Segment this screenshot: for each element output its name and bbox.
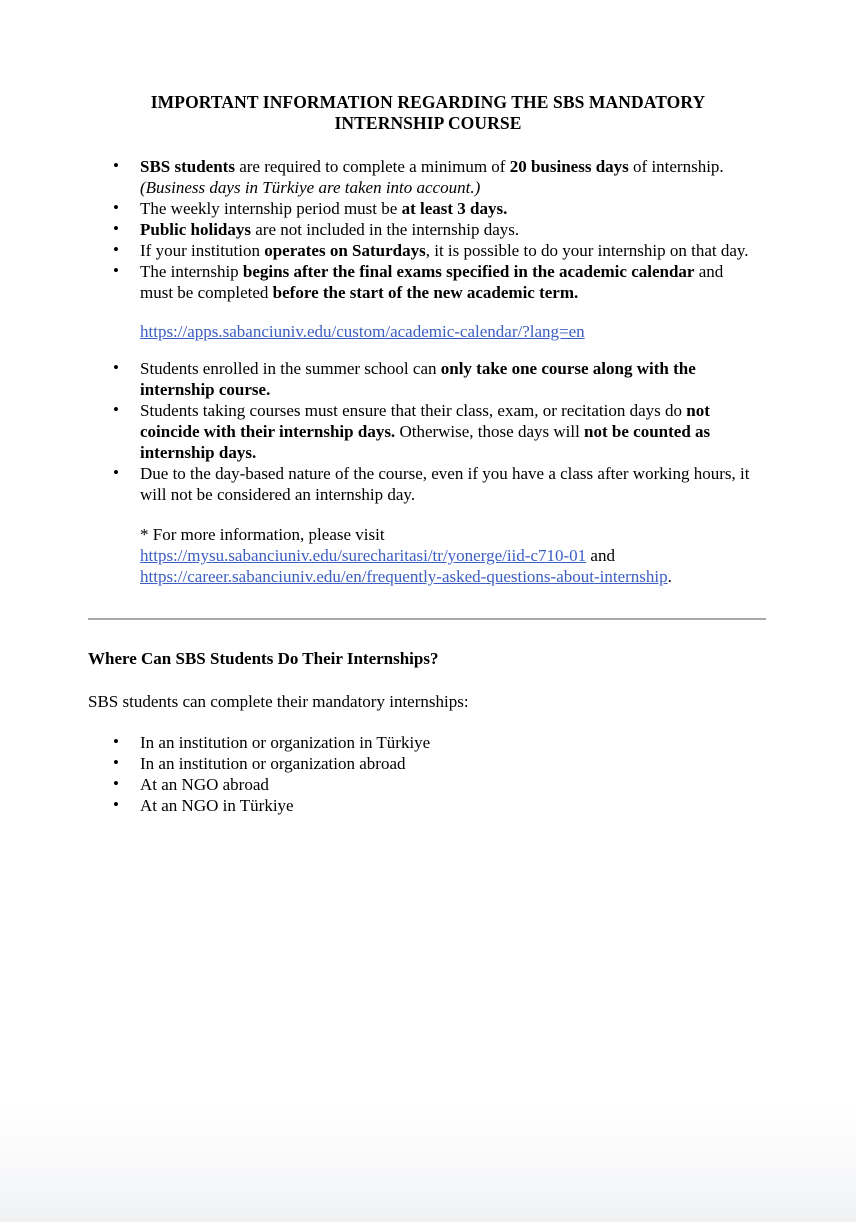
bullet-6-part-1: only take one course along with the internship course.	[140, 359, 696, 399]
bullet-5-part-1: begins after the final exams specified in the academic calendar	[242, 262, 695, 281]
list-item	[0, 261, 856, 303]
list-item	[0, 732, 856, 753]
list-item	[0, 358, 856, 400]
bullet-7-part-2: Otherwise, those days will	[395, 422, 585, 441]
list-item	[0, 240, 856, 261]
list-item	[0, 400, 856, 463]
bullet-6-part-0: Students enrolled in the summer school can	[140, 359, 441, 378]
internship-rules-section	[0, 156, 856, 303]
bullet-1-part-0: SBS students	[140, 157, 235, 176]
list-item	[0, 753, 856, 774]
bullet-4-part-1: operates on Saturdays	[264, 241, 426, 260]
page-title	[0, 0, 856, 134]
academic-calendar-link[interactable]: https://apps.sabanciuniv.edu/custom/academic-calendar/?lang=en	[140, 322, 585, 341]
bullet-8-part-0: Due to the day-based nature of the course, even if you have a class after working hours, it will not be considered an internship day.	[140, 464, 750, 504]
bullet-4-part-2: , it is possible to do your internship on that day.	[425, 241, 749, 260]
bullet-1-part-3: of internship.	[628, 157, 724, 176]
bullet-5-part-2: and must be completed	[140, 262, 724, 302]
course-load-rules-list	[0, 358, 856, 505]
page-bottom-shading	[0, 1102, 856, 1222]
bullet-5-part-3: before the start of the new academic term.	[272, 283, 579, 302]
list-item	[0, 795, 856, 816]
bullet-2-part-1: at least 3 days.	[401, 199, 508, 218]
internship-locations-heading: Where Can SBS Students Do Their Internships?	[88, 649, 439, 668]
internship-locations-lead: SBS students can complete their mandatory internships:	[88, 692, 469, 711]
list-item	[0, 774, 856, 795]
page-title-line-2: INTERNSHIP COURSE	[334, 113, 522, 133]
bullet-3-part-1: are not included in the internship days.	[251, 220, 520, 239]
more-information-intro: * For more information, please visit	[140, 525, 385, 544]
list-item	[0, 198, 856, 219]
bullet-2-part-0: The weekly internship period must be	[140, 199, 402, 218]
bullet-7-part-0: Students taking courses must ensure that their class, exam, or recitation days do	[140, 401, 687, 420]
bullet-1-part-2: 20 business days	[509, 157, 629, 176]
bullet-1-part-1: are required to complete a minimum of	[234, 157, 510, 176]
bullet-5-part-0: The internship	[140, 262, 243, 281]
academic-calendar-link-block	[0, 321, 856, 342]
more-information-line-1	[140, 545, 752, 566]
internship-faq-link[interactable]: https://career.sabanciuniv.edu/en/frequently-asked-questions-about-internship	[140, 567, 668, 586]
section-divider	[88, 618, 766, 620]
more-information-line-2	[140, 566, 752, 587]
yonerge-link[interactable]: https://mysu.sabanciuniv.edu/surecharitasi/tr/yonerge/iid-c710-01	[140, 546, 587, 565]
bullet-7-part-1: not coincide with their internship days.	[140, 401, 710, 441]
internship-locations-list	[0, 732, 856, 816]
list-item	[0, 219, 856, 240]
bullet-7-part-3: not be counted as internship days.	[140, 422, 711, 462]
bullet-3-part-0: Public holidays	[140, 220, 252, 239]
internship-rules-list	[0, 156, 856, 303]
course-load-rules-section	[0, 358, 856, 505]
page-title-line-1: IMPORTANT INFORMATION REGARDING THE SBS MANDATORY	[150, 92, 706, 112]
bullet-1-parenthetical: (Business days in Türkiye are taken into account.)	[140, 178, 481, 197]
more-information-conjunction: and	[590, 546, 615, 565]
list-item	[0, 463, 856, 505]
more-information-block	[0, 524, 856, 587]
location-item-3: At an NGO abroad	[140, 775, 269, 794]
bullet-4-part-0: If your institution	[140, 241, 265, 260]
location-item-4: At an NGO in Türkiye	[140, 796, 294, 815]
location-item-2: In an institution or organization abroad	[140, 754, 406, 773]
location-item-1: In an institution or organization in Türkiye	[140, 733, 431, 752]
list-item	[0, 156, 856, 198]
more-information-period: .	[667, 567, 672, 586]
